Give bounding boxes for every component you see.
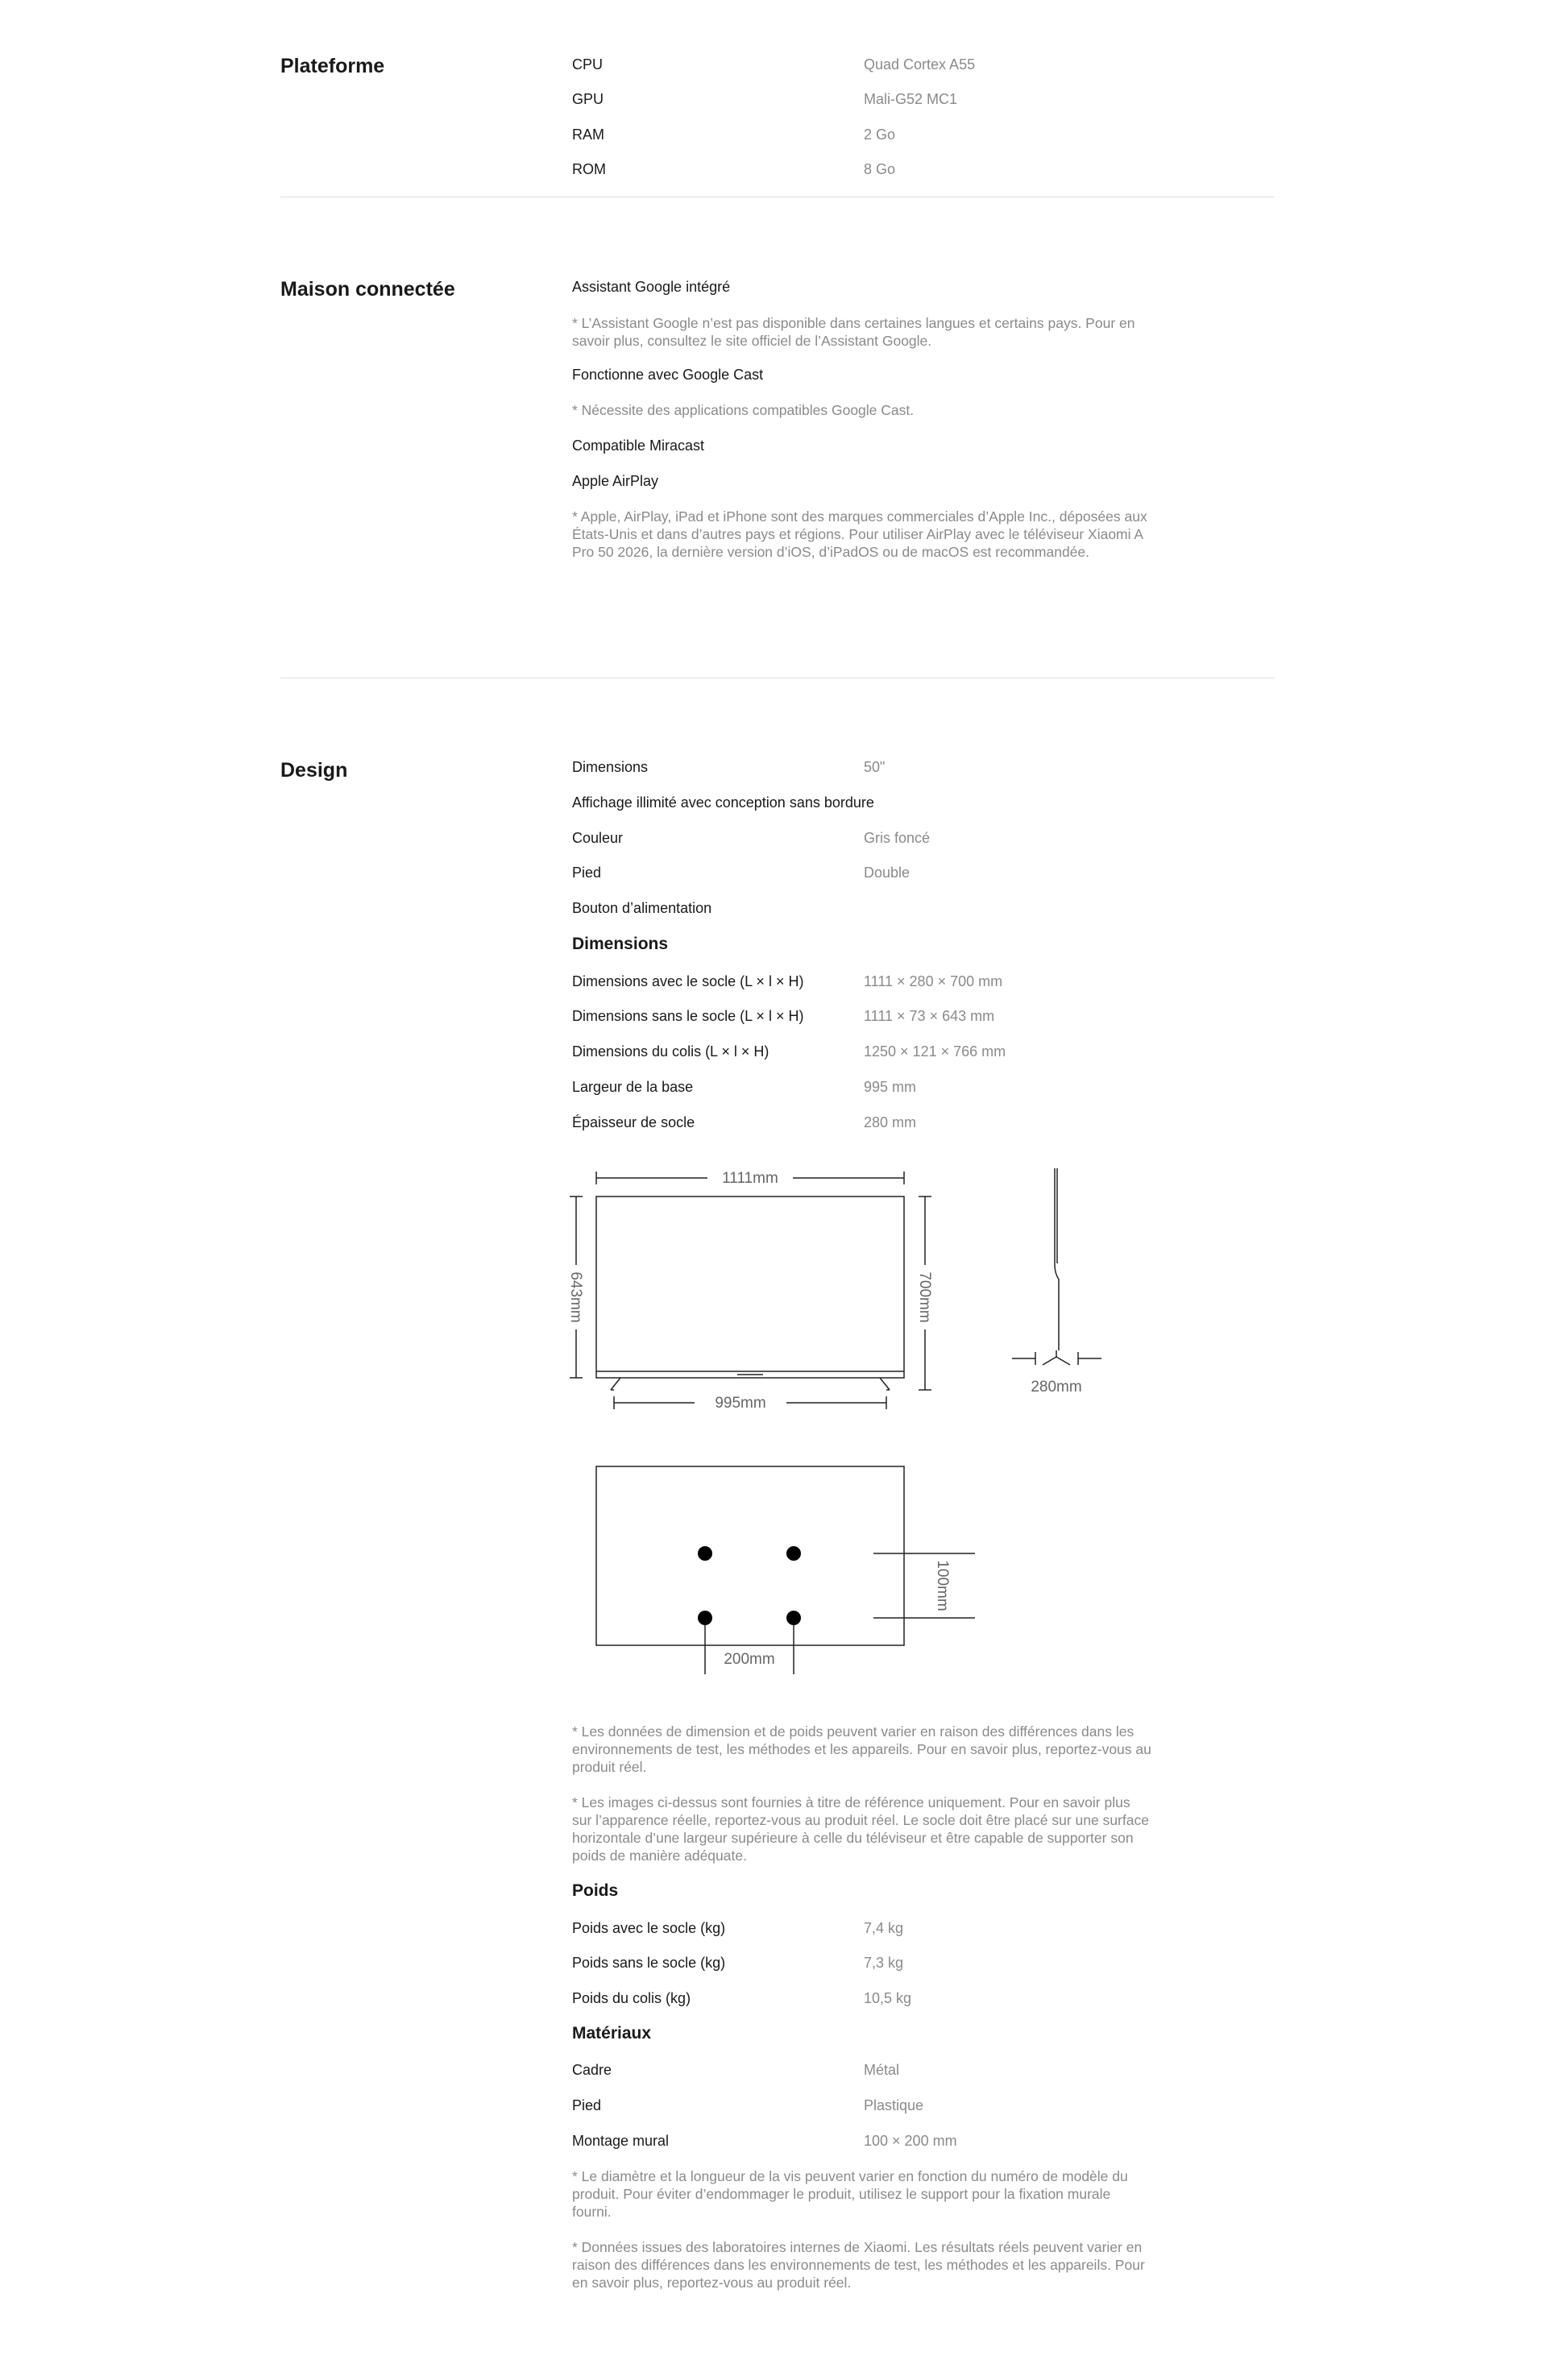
spec-label-gpu: GPU [572,91,604,107]
spec-label-ram: RAM [572,126,604,143]
spec-value-stand-depth: 280 mm [864,1114,917,1130]
spec-value-base-width: 995 mm [864,1079,917,1095]
spec-value-cpu: Quad Cortex A55 [864,56,976,73]
spec-value-size: 50" [864,759,886,775]
subsection-title-materials: Matériaux [572,2024,652,2043]
spec-value-color: Gris foncé [864,830,931,846]
note-screws: * Le diamètre et la longueur de la vis peuvent varier en fonction du numéro de modèle du produit. Pour éviter d’endommager le produit, utilisez le support pour la fixation murale fourni. [572,2168,1128,2220]
note-images: * Les images ci-dessus sont fournies à titre de référence uniquement. Pour en savoir plus sur l’apparence réelle, reportez-vous au produit réel. Le socle doit être placé sur une surface horizontale d’une largeur supérieure à celle du téléviseur et être capable de supporter son poids de manière adéquate. [572,1794,1149,1864]
subsection-title-weight: Poids [572,1881,619,1900]
spec-label-dim-without-stand: Dimensions sans le socle (L × l × H) [572,1008,804,1024]
spec-label-cpu: CPU [572,56,604,73]
vesa-hole [786,1611,801,1625]
note-lab-data: * Données issues des laboratoires internes de Xiaomi. Les résultats réels peuvent varier en raison des différences dans les environnements de test, les méthodes et les appareils. Pour en savoir plus, reportez-vous au produit réel. [572,2239,1145,2291]
note-google-cast: * Nécessite des applications compatibles Google Cast. [572,402,915,418]
feature-google-cast: Fonctionne avec Google Cast [572,367,764,383]
diagram-base-label: 995mm [715,1395,766,1412]
diagram-height-stand-label: 700mm [916,1271,933,1323]
feature-google-assistant: Assistant Google intégré [572,279,731,295]
diagram-vesa-h-label: 200mm [724,1651,775,1668]
spec-label-base-width: Largeur de la base [572,1079,694,1095]
note-google-assistant: * L’Assistant Google n’est pas disponible dans certaines langues et certains pays. Pour en savoir plus, consultez le site officiel de l’Assistant Google. [572,315,1135,349]
spec-label-power-button: Bouton d’alimentation [572,900,712,916]
tv-front-outline [596,1197,904,1378]
spec-label-color: Couleur [572,830,624,846]
feature-airplay: Apple AirPlay [572,473,659,489]
section-title-smart-home: Maison connectée [280,278,455,301]
subsection-title-dimensions: Dimensions [572,935,669,953]
spec-value-weight-without-stand: 7,3 kg [864,1955,904,1971]
spec-label-stand-material: Pied [572,2097,602,2113]
spec-value-ram: 2 Go [864,126,896,143]
spec-label-weight-without-stand: Poids sans le socle (kg) [572,1955,726,1971]
spec-label-weight-package: Poids du colis (kg) [572,1990,691,2006]
spec-value-dim-package: 1250 × 121 × 766 mm [864,1043,1006,1060]
spec-value-rom: 8 Go [864,161,896,177]
spec-label-frame: Cadre [572,2062,612,2078]
note-airplay: * Apple, AirPlay, iPad et iPhone sont des marques commerciales d’Apple Inc., déposées aux États-Unis et dans d’autres pays et régions. Pour utiliser AirPlay avec le téléviseur Xiaomi A Pro 50 2026, la dernière version d’iOS, d’iPadOS ou de macOS est recommandée. [572,508,1147,560]
spec-value-dim-without-stand: 1111 × 73 × 643 mm [864,1008,995,1024]
tv-dimension-diagram [564,1160,1128,1434]
spec-label-stand: Pied [572,865,602,881]
note-dimensions: * Les données de dimension et de poids peuvent varier en raison des différences dans les environnements de test, les méthodes et les appareils. Pour en savoir plus, reportez-vous au produit réel. [572,1723,1151,1775]
spec-value-weight-with-stand: 7,4 kg [864,1920,904,1936]
vesa-hole [698,1546,712,1561]
spec-value-dim-with-stand: 1111 × 280 × 700 mm [864,973,1003,989]
vesa-hole [786,1546,801,1561]
spec-value-gpu: Mali-G52 MC1 [864,91,958,107]
spec-value-weight-package: 10,5 kg [864,1990,912,2006]
tv-back-outline [596,1466,904,1645]
spec-value-wall-mount: 100 × 200 mm [864,2133,957,2149]
section-title-platform: Plateforme [280,55,385,77]
section-title-design: Design [280,759,348,782]
vesa-hole [698,1611,712,1625]
spec-label-size: Dimensions [572,759,649,775]
diagram-vesa-v-label: 100mm [934,1560,951,1611]
spec-label-weight-with-stand: Poids avec le socle (kg) [572,1920,726,1936]
spec-label-wall-mount: Montage mural [572,2133,670,2149]
spec-value-stand-material: Plastique [864,2097,924,2113]
spec-value-stand: Double [864,865,911,881]
tv-foot-left [611,1378,620,1390]
spec-label-dim-with-stand: Dimensions avec le socle (L × l × H) [572,973,804,989]
spec-label-rom: ROM [572,161,606,177]
spec-label-borderless: Affichage illimité avec conception sans bordure [572,794,874,811]
spec-label-dim-package: Dimensions du colis (L × l × H) [572,1043,769,1060]
spec-label-stand-depth: Épaisseur de socle [572,1114,695,1130]
feature-miracast: Compatible Miracast [572,438,705,454]
spec-value-frame: Métal [864,2062,900,2078]
diagram-width-label: 1111mm [722,1170,778,1187]
diagram-height-label: 643mm [567,1271,584,1323]
vesa-mount-diagram [564,1458,999,1692]
diagram-depth-label: 280mm [1031,1379,1082,1396]
